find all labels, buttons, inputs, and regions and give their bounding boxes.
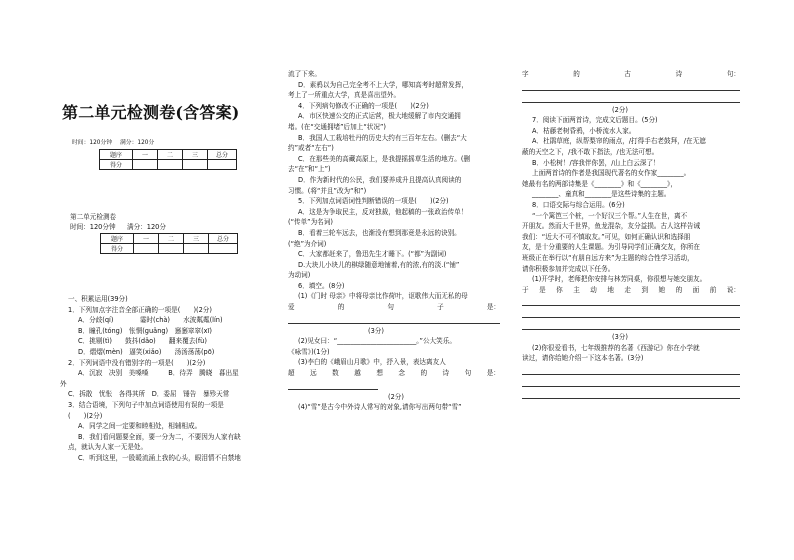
option-line: 点，就认为人家一无是处。 — [68, 443, 148, 452]
text-line: 流了下来。 — [288, 70, 321, 78]
score-header-cell: 三 — [184, 234, 209, 244]
score-header-cell: 三 — [183, 150, 208, 160]
option-line: B．看着三轮车远去，也渐没有想到那竟是永远的诀别。 — [298, 228, 461, 237]
spread-char: 字 — [522, 70, 529, 78]
spread-char: 古 — [624, 70, 631, 78]
spread-char: 爱 — [288, 303, 295, 312]
spread-char: 远 — [310, 369, 317, 378]
spread-char: 想 — [376, 369, 383, 378]
spread-char: 诗 — [675, 70, 683, 78]
score-table-1 — [99, 149, 237, 170]
option-line: D．熠熠(mèn) 逼笑(xiǎo) 汤汤荡荡(pō) — [78, 347, 215, 356]
answer-line[interactable] — [522, 365, 740, 375]
spread-char: 走 — [624, 285, 631, 294]
option-line: A．分歧(qí) 霎时(chà) 水波粼粼(lín) — [78, 316, 223, 325]
spread-char: 超 — [288, 369, 295, 378]
spread-char: 地 — [607, 285, 614, 294]
spread-char: 的 — [675, 285, 683, 294]
question-line: 7．阅读下面两首诗，完成文后题目。(5分) — [532, 116, 658, 125]
question-line: 上面两首诗的作者是我国现代著名的女作家________。 — [532, 169, 691, 178]
option-line: A．这是为争取民主，反对独裁，他起稿的一张政治传单！ — [298, 207, 468, 216]
option-line: B．我国人工栽培牡丹的历史大约有三百年左右。(删去“大 — [298, 133, 467, 142]
score-cell[interactable] — [183, 160, 208, 170]
option-line: C．听到这里，一股暖流涌上我的心头，眼泪情不自禁地 — [78, 453, 241, 462]
text-line: (“传单”为名词) — [288, 218, 333, 227]
exam-score-1: 满分：120分 — [120, 140, 155, 146]
spread-char: 子 — [437, 303, 444, 312]
spread-char: 于 — [522, 285, 529, 294]
question-line: 5．下列加点词语词性判断错误的一项是( )(2分) — [298, 197, 449, 206]
text-line: 习惯。(将“并且”改为“和”) — [288, 186, 367, 195]
spread-line — [522, 285, 740, 296]
option-line: A．市区快速公交的正式运营，极大地缓解了市内交通拥 — [298, 112, 461, 121]
spread-char: 她 — [658, 285, 666, 294]
score-row-label: 得分 — [101, 244, 134, 254]
score-header-cell: 一 — [134, 234, 159, 244]
exam-time-1: 时间：120分钟 — [72, 140, 113, 146]
poem-line: 蔽的天空之下，/我不敢下指法，/也无法可想。 — [522, 147, 659, 156]
score-cell[interactable] — [133, 160, 158, 170]
text-line: “一个篱笆三个桩，一个好汉三个帮。”人生在世，离不 — [532, 211, 688, 220]
spread-line — [522, 69, 740, 80]
section-heading: 一、积累运用(39分) — [68, 295, 128, 303]
spread-char: 念 — [398, 369, 405, 378]
spread-char: 的 — [337, 303, 345, 312]
score-header-cell: 二 — [159, 234, 184, 244]
option-line: C．拆散 忧怅 各得其所 D．委屈 锤告 暴殄天常 — [68, 390, 230, 399]
spread-char: 是： — [486, 369, 500, 378]
text-line: 请你积极参加并完成以下任务。 — [522, 264, 615, 273]
spread-char: 的 — [420, 369, 428, 378]
score-header-cell: 二 — [158, 150, 183, 160]
score-table-2 — [100, 233, 238, 254]
score-cell[interactable] — [158, 160, 183, 170]
score-header-cell: 一 — [133, 150, 158, 160]
poem-line: B．小松树！/容我伴你罢，/山上白云深了！ — [532, 158, 660, 167]
question-line: 6．填空。(8分) — [298, 281, 345, 290]
question-line: 她最有名的两部诗集是《________》和《________》， — [522, 179, 677, 188]
option-line: C．在那些美的高藏高原上，是我提摇摇草生活的地方。(删 — [298, 154, 471, 163]
option-line: A．沉寂 决别 美嗓嗓 B．待弄 腾晓 暮出星 — [78, 369, 239, 378]
text-line: 约”或者“左右”) — [288, 144, 334, 153]
answer-line[interactable] — [522, 308, 740, 318]
question-line: 读过，请你给她介绍一下这本名著。(3分) — [522, 354, 644, 363]
answer-line[interactable] — [522, 389, 740, 399]
poem-line: A．枯藤老树昏鸦，小桥流水人家。 — [532, 126, 636, 135]
answer-line[interactable] — [288, 380, 378, 390]
option-line: C．挑剔(tì) 鼓抖(dǎo) 翻来覆去(fù) — [78, 337, 207, 346]
text-line: 班级正在举行以“有朋自远方来”为主题的综合性学习活动， — [522, 253, 694, 262]
question-line: ________、童真和________是这些诗集的主题。 — [532, 190, 671, 199]
score-header-cell: 总分 — [209, 234, 238, 244]
answer-line[interactable] — [522, 81, 740, 91]
text-line: 友，是十分重要的人生课题。为引导同学们正确交友，你所在 — [522, 243, 701, 252]
option-line: B．瞳孔(tóng) 怅惘(guǎng) 窸窸窣窣(xī) — [78, 326, 212, 335]
points-label: (3分) — [368, 326, 384, 335]
poem-line: A．杜鹃草庭，纵帮梨帘的雨点，/打得手右老鼓拜，/在无遮 — [532, 137, 706, 146]
spread-char: 你 — [556, 285, 563, 294]
text-line: 开朋友。然而大千世界，鱼龙混杂，友分益损。古人这样告诫 — [522, 222, 701, 231]
spread-line — [288, 302, 500, 313]
column-left — [60, 294, 273, 464]
points-label: (2分) — [612, 105, 628, 114]
score-cell[interactable] — [134, 244, 159, 254]
sub-title: 第二单元检测卷 — [70, 213, 117, 221]
column-middle — [288, 69, 500, 413]
spread-char: 动 — [590, 285, 597, 294]
spread-char: 数 — [332, 369, 339, 378]
text-line: 我们：“近大不可不慎取友。”可见，如何正确认识和选择朋 — [522, 232, 691, 241]
option-line: D.大块儿小块儿的棋绿随意地铺着,有的浓,有的淡.(“铺” — [298, 260, 460, 269]
option-line: B．我们看问题要全面，要一分为二，不要因为人家有缺 — [78, 432, 241, 441]
question-line: 1．下列加点字注音全部正确的一项是( )(2分) — [68, 305, 212, 314]
option-line: A．同学之间一定要和睦相处，相辅相成。 — [78, 422, 202, 431]
spread-char: 面 — [692, 285, 700, 294]
question-line: 8．口语交际与综合运用。(6分) — [532, 200, 625, 209]
question-line: 2．下列词语中没有错别字的一项是( )(2分) — [68, 358, 206, 367]
question-line: ( )(2分) — [68, 411, 103, 420]
answer-line[interactable] — [288, 314, 500, 324]
spread-char: 主 — [573, 285, 580, 294]
answer-line[interactable] — [522, 377, 740, 387]
exam-score-2: 满分：120分 — [127, 223, 166, 231]
score-header-cell: 题序 — [101, 234, 134, 244]
text-line: 考上了一所重点大学，真是喜出望外。 — [288, 91, 401, 100]
spread-char: 句 — [387, 303, 394, 312]
score-cell[interactable] — [159, 244, 184, 254]
score-row-label: 得分 — [100, 160, 133, 170]
answer-line[interactable] — [522, 93, 740, 103]
option-line: C．大家都赶来了，鲁迅先生才睡下。(“都”为副词) — [298, 250, 447, 259]
spread-char: 是： — [486, 303, 500, 312]
spread-char: 诗 — [442, 369, 450, 378]
score-cell[interactable] — [184, 244, 209, 254]
spread-char: 是 — [539, 285, 546, 294]
text-line: 堵。(在“交通拥堵”后加上“状况”) — [288, 122, 386, 131]
option-line: 外 — [60, 379, 67, 388]
question-line: 3．结合语境，下列句子中加点词语使用有误的一项是 — [68, 400, 224, 409]
spread-char: 越 — [354, 369, 361, 378]
text-line: (“绝”为介词) — [288, 239, 327, 248]
points-label: (2分) — [388, 392, 404, 401]
option-line: D．作为新时代的公民，我们要养成升且提高认真阅读的 — [298, 175, 462, 184]
spread-line — [288, 368, 500, 379]
answer-line[interactable] — [522, 320, 740, 330]
question-line: (2)你很爱看书，七年级推荐的名著《西游记》你在小学就 — [532, 343, 700, 352]
question-line: (1)《门时 母亲》中将母亲比作荷叶，讴歌伟大而无私的母 — [298, 292, 468, 301]
spread-char: 前 — [709, 285, 717, 294]
question-line: (3)李白的《峨眉山月歌》中，抒入景，表达离友人 — [298, 358, 446, 367]
paper-title: 第二单元检测卷(含答案) — [62, 103, 240, 122]
answer-line[interactable] — [522, 296, 740, 306]
spread-char: 到 — [641, 285, 649, 294]
text-line: 为动词) — [288, 271, 311, 280]
spread-char: 句： — [726, 70, 740, 78]
option-line: D．素鸦以为自己完全考不上大学，哪知高考时超常发挥， — [298, 80, 468, 89]
score-header-cell: 总分 — [208, 150, 237, 160]
exam-time-2: 时间：120分钟 — [70, 223, 116, 231]
question-line: (4)“雪”是古今中外诗人常写的对象,请你写出两句带“雪” — [298, 403, 462, 412]
score-cell[interactable] — [208, 160, 237, 170]
question-line: 4．下列病句修改不正确的一项是( )(2分) — [298, 101, 429, 110]
text-line: 《咏雪》)(1分) — [288, 347, 330, 356]
score-header-cell: 题序 — [100, 150, 133, 160]
spread-char: 句 — [464, 369, 472, 378]
text-line: 去“在”和“上”) — [288, 165, 331, 174]
question-line: (2)见女曰：“________________________。”公大笑乐。 — [298, 337, 456, 346]
spread-char: 说： — [726, 285, 740, 294]
score-cell[interactable] — [209, 244, 238, 254]
spread-char: 的 — [573, 70, 580, 78]
points-label: (3分) — [612, 333, 628, 342]
column-right — [522, 69, 740, 401]
question-line: (1)开学时，老师把你安排与林芳同桌，你很想与她交朋友。 — [532, 275, 707, 284]
